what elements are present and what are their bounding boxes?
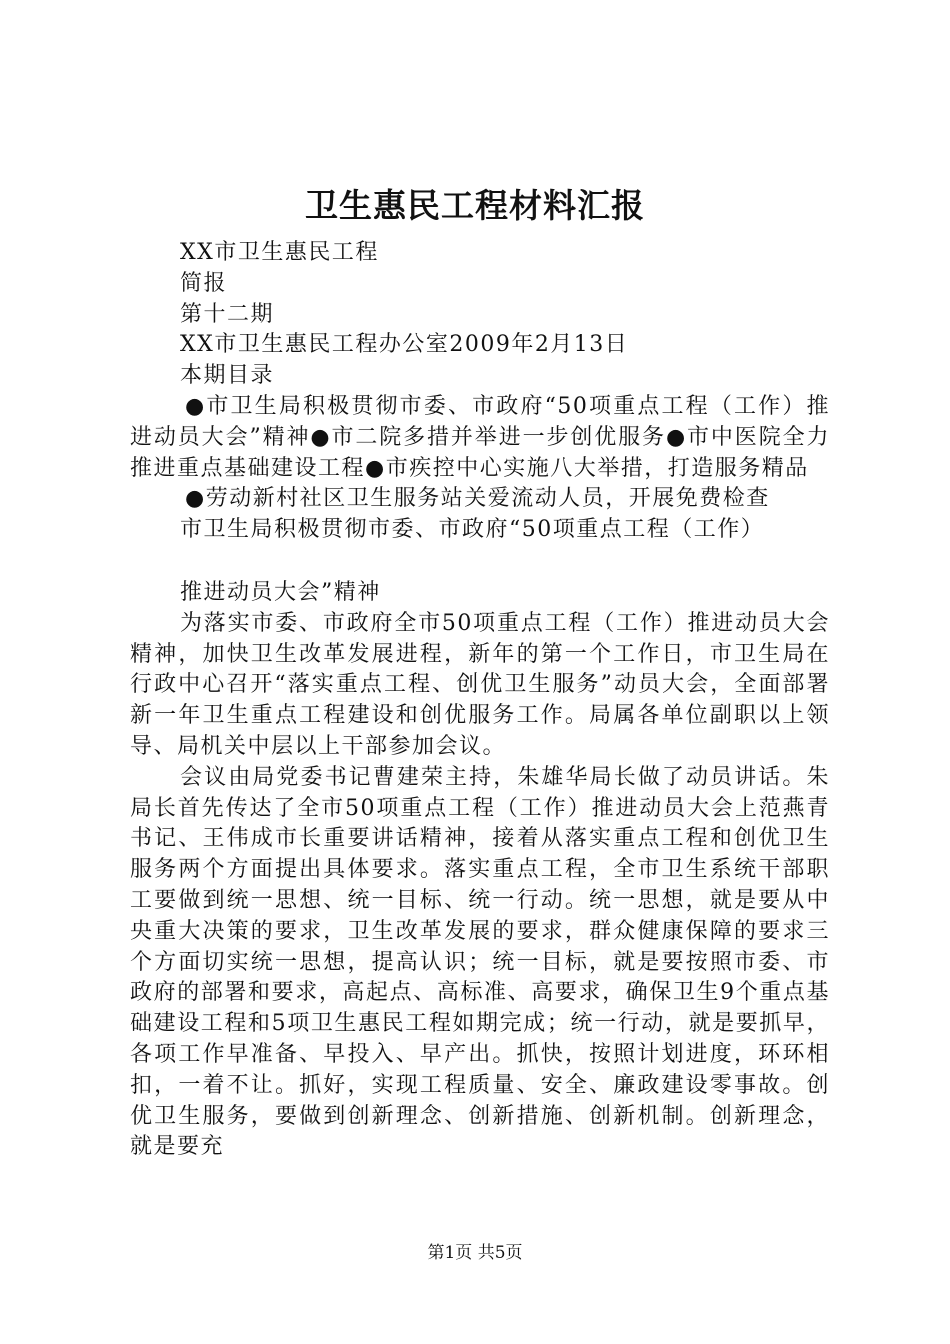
toc-paragraph: ●市卫生局积极贯彻市委、市政府“50项重点工程（工作）推进动员大会”精神●市二院多措并举进一步创优服务●市中医院全力推进重点基础建设工程●市疾控中心实施八大举措，打造服务精品 [130, 393, 830, 481]
blank-line [130, 546, 830, 578]
header-line-issue: 第十二期 [180, 301, 275, 327]
page-indicator: 第1页 共5页 [427, 1243, 523, 1263]
header-line-unit: XX市卫生惠民工程 [180, 240, 379, 265]
article-heading-line-1: 市卫生局积极贯彻市委、市政府“50项重点工程（工作） [180, 517, 765, 543]
header-line-toc-label: 本期目录 [180, 363, 275, 389]
document-body [130, 238, 830, 1163]
header-line-type: 简报 [180, 270, 228, 296]
header-line-publisher-date: XX市卫生惠民工程办公室2009年2月13日 [180, 332, 629, 358]
body-paragraph-2: 会议由局党委书记曹建荣主持，朱雄华局长做了动员讲话。朱局长首先传达了全市50项重点工程（工作）推进动员大会上范燕青书记、王伟成市长重要讲话精神，接着从落实重点工程和创优卫生服务两个方面提出具体要求。落实重点工程，全市卫生系统干部职工要做到统一思想、统一目标、统一行动。统一思想，就是要从中央重大决策的要求，卫生改革发展的要求，群众健康保障的要求三个方面切实统一思想，提高认识；统一目标，就是要按照市委、市政府的部署和要求，高起点、高标准、高要求，确保卫生9个重点基础建设工程和5项卫生惠民工程如期完成；统一行动，就是要抓早，各项工作早准备、早投入、早产出。抓快，按照计划进度，环环相扣，一着不让。抓好，实现工程质量、安全、廉政建设零事故。创优卫生服务，要做到创新理念、创新措施、创新机制。创新理念，就是要充 [130, 764, 830, 1160]
toc-last-item: ●劳动新村社区卫生服务站关爱流动人员，开展免费检查 [185, 486, 770, 512]
document-title: 卫生惠民工程材料汇报 [305, 186, 645, 225]
body-paragraph-1: 为落实市委、市政府全市50项重点工程（工作）推进动员大会精神，加快卫生改革发展进程，新年的第一个工作日，市卫生局在行政中心召开“落实重点工程、创优卫生服务”动员大会，全面部署新一年卫生重点工程建设和创优服务工作。局属各单位副职以上领导、局机关中层以上干部参加会议。 [130, 610, 830, 759]
article-heading-line-2: 推进动员大会”精神 [180, 579, 381, 605]
